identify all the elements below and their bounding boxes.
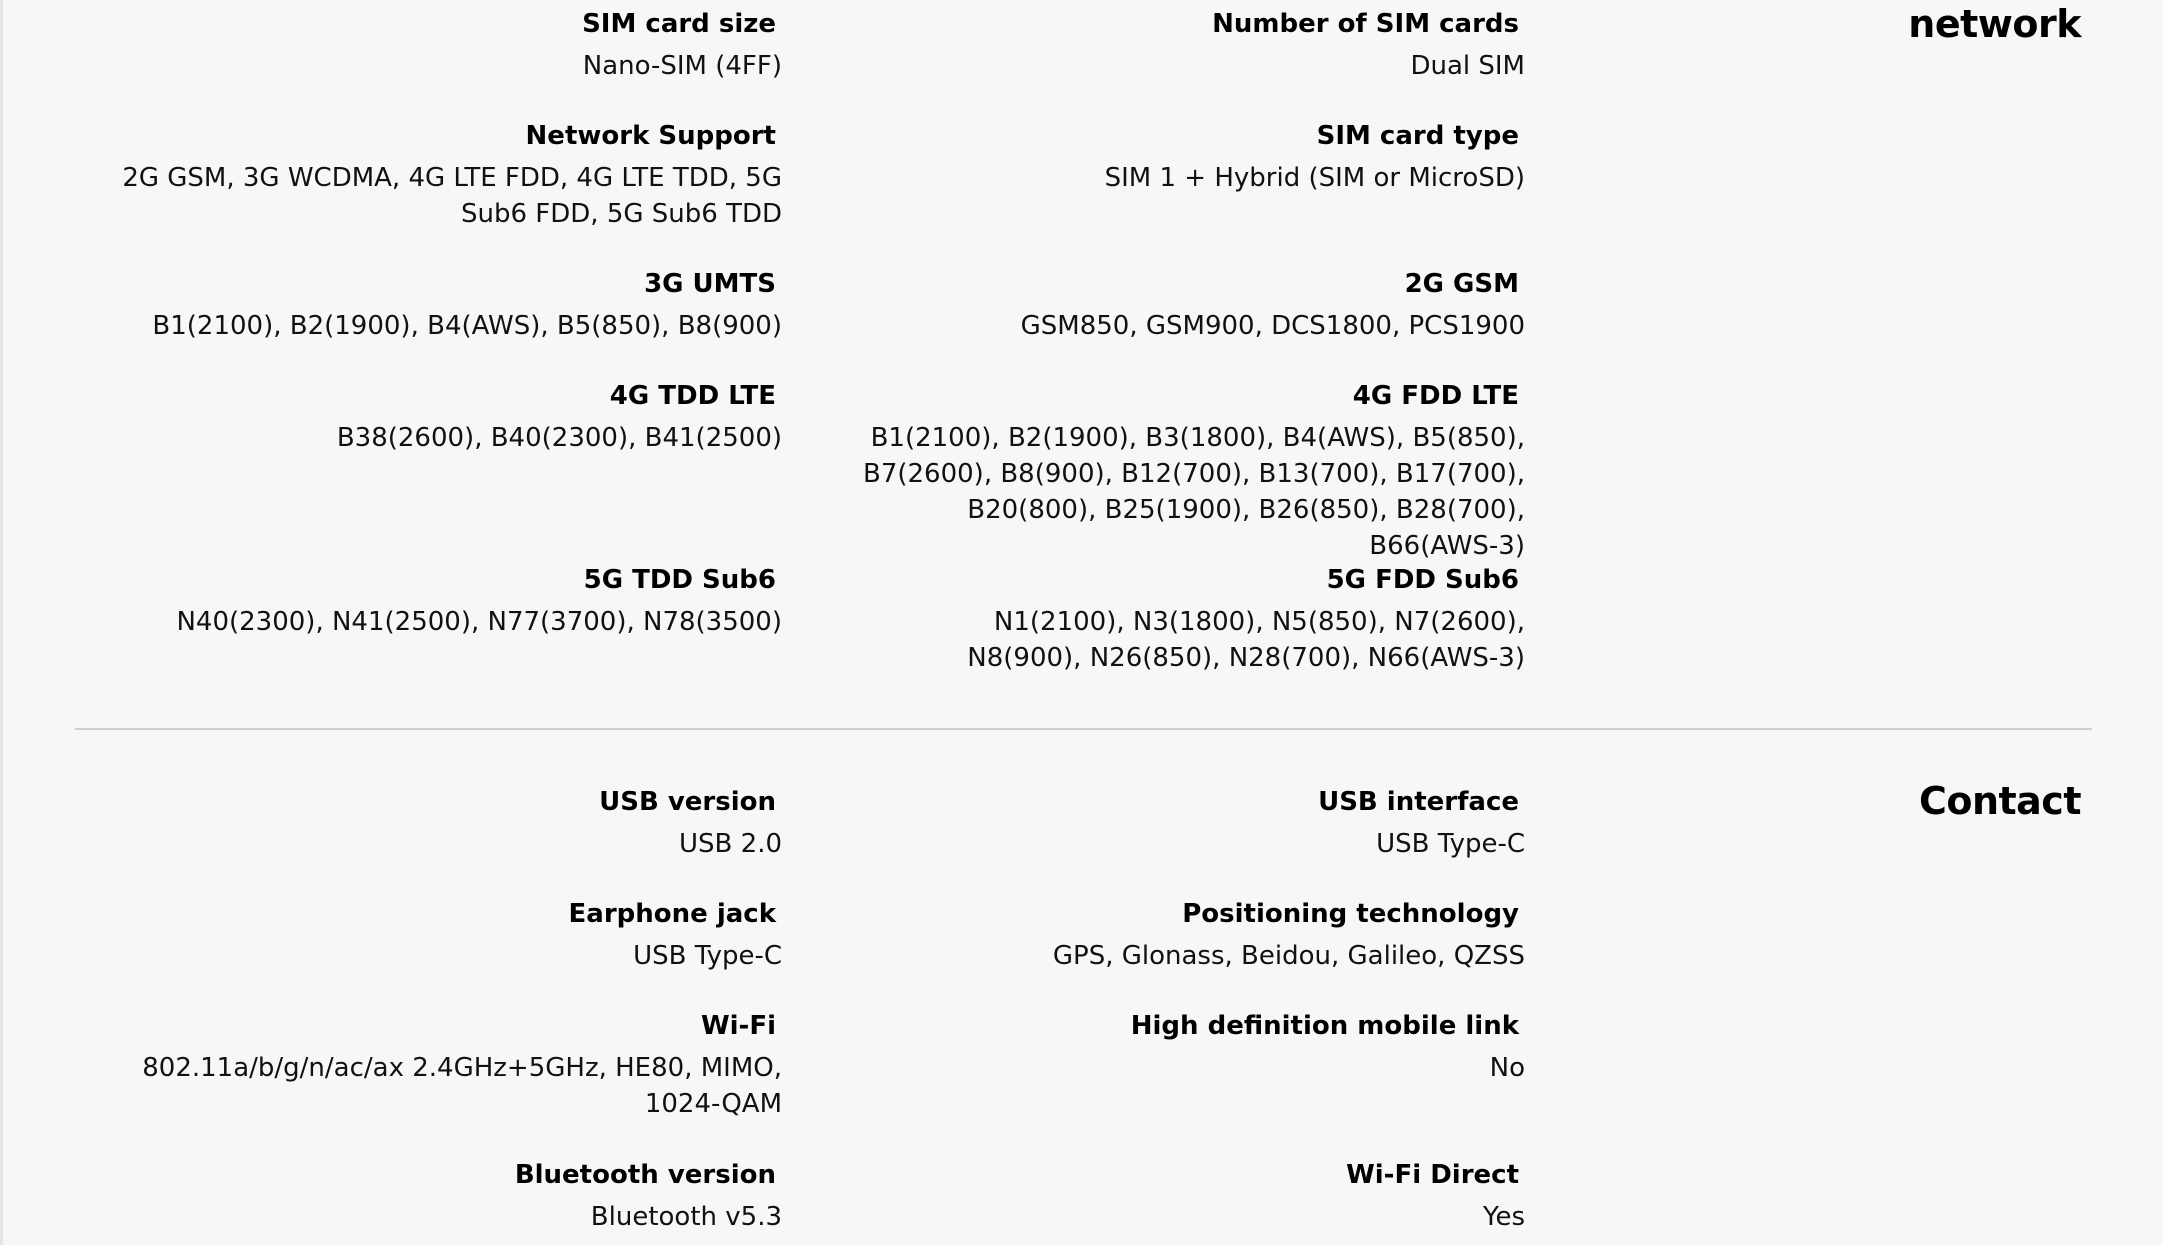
spec-value: USB Type-C — [1376, 829, 1525, 859]
spec-number-of-sim-cards — [725, 6, 1525, 84]
spec-value: GPS, Glonass, Beidou, Galileo, QZSS — [1052, 941, 1525, 971]
spec-label: SIM card type — [1316, 121, 1519, 151]
spec-value: N40(2300), N41(2500), N77(3700), N78(3500) — [176, 607, 782, 637]
spec-value: 802.11a/b/g/n/ac/ax 2.4GHz+5GHz, HE80, MIMO, 1024-QAM — [142, 1053, 782, 1119]
spec-wi-fi — [102, 1008, 782, 1122]
spec-bluetooth-version — [22, 1157, 782, 1235]
spec-label: 2G GSM — [1404, 269, 1519, 299]
spec-label: Bluetooth version — [514, 1160, 776, 1190]
spec-4g-fdd-lte — [845, 378, 1525, 564]
spec-label: 4G TDD LTE — [609, 381, 776, 411]
spec-value: USB 2.0 — [679, 829, 782, 859]
spec-label: 3G UMTS — [644, 269, 776, 299]
spec-value: Bluetooth v5.3 — [590, 1202, 782, 1232]
spec-4g-tdd-lte — [22, 378, 782, 456]
spec-label: Number of SIM cards — [1212, 9, 1519, 39]
spec-hd-mobile-link — [725, 1008, 1525, 1086]
spec-usb-version — [22, 784, 782, 862]
spec-label: Wi-Fi Direct — [1346, 1160, 1519, 1190]
spec-5g-tdd-sub6 — [22, 562, 782, 640]
spec-sim-card-type — [725, 118, 1525, 196]
spec-3g-umts — [22, 266, 782, 344]
spec-value: 2G GSM, 3G WCDMA, 4G LTE FDD, 4G LTE TDD, 5G Sub6 FDD, 5G Sub6 TDD — [122, 163, 782, 229]
spec-label: Earphone jack — [568, 899, 776, 929]
spec-value: SIM 1 + Hybrid (SIM or MicroSD) — [1104, 163, 1525, 193]
spec-label: Network Support — [525, 121, 776, 151]
spec-value: B38(2600), B40(2300), B41(2500) — [336, 423, 782, 453]
spec-wi-fi-direct — [725, 1157, 1525, 1235]
spec-label: USB version — [599, 787, 776, 817]
spec-label: Positioning technology — [1182, 899, 1519, 929]
spec-label: 5G TDD Sub6 — [583, 565, 776, 595]
spec-network-support — [102, 118, 782, 232]
spec-label: 4G FDD LTE — [1352, 381, 1519, 411]
spec-label: 5G FDD Sub6 — [1326, 565, 1519, 595]
spec-value: B1(2100), B2(1900), B3(1800), B4(AWS), B5(850), B7(2600), B8(900), B12(700), B13(700), B17(700), B20(800), B25(1900), B26(850), B28(700), B66(AWS-3) — [862, 423, 1525, 561]
spec-usb-interface — [725, 784, 1525, 862]
spec-value: Dual SIM — [1410, 51, 1525, 81]
spec-value: Yes — [1483, 1202, 1525, 1232]
spec-positioning-technology — [725, 896, 1525, 974]
spec-value: USB Type-C — [633, 941, 782, 971]
spec-value: Nano-SIM (4FF) — [582, 51, 782, 81]
spec-2g-gsm — [725, 266, 1525, 344]
spec-label: High definition mobile link — [1130, 1011, 1519, 1041]
spec-label: SIM card size — [582, 9, 776, 39]
section-divider — [75, 728, 2092, 730]
spec-value: No — [1489, 1053, 1525, 1083]
spec-value: GSM850, GSM900, DCS1800, PCS1900 — [1020, 311, 1525, 341]
spec-value: B1(2100), B2(1900), B4(AWS), B5(850), B8(900) — [152, 311, 782, 341]
spec-label: USB interface — [1318, 787, 1519, 817]
left-edge-border — [0, 0, 3, 1245]
spec-value: N1(2100), N3(1800), N5(850), N7(2600), N8(900), N26(850), N28(700), N66(AWS-3) — [967, 607, 1525, 673]
spec-label: Wi-Fi — [700, 1011, 776, 1041]
section-title-contact: Contact — [1918, 779, 2081, 823]
spec-5g-fdd-sub6 — [925, 562, 1525, 676]
spec-sim-card-size — [22, 6, 782, 84]
spec-earphone-jack — [22, 896, 782, 974]
section-title-network: network — [1908, 2, 2081, 46]
